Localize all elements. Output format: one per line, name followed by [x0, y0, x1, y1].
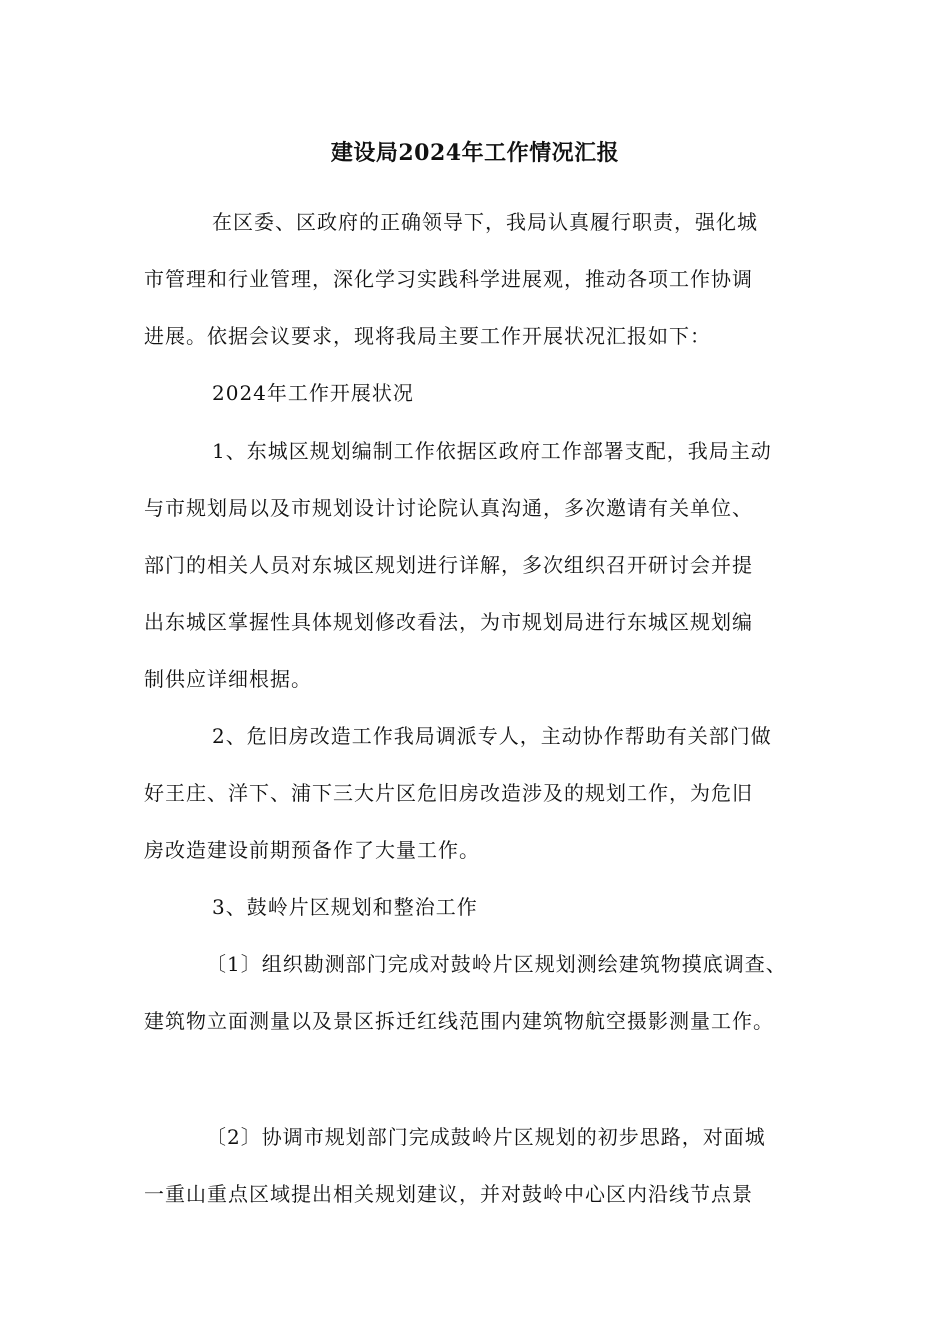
paragraph-line: 进展。依据会议要求，现将我局主要工作开展状况汇报如下：	[144, 324, 711, 348]
paragraph-line: 建筑物立面测量以及景区拆迁红线范围内建筑物航空摄影测量工作。	[144, 1009, 774, 1033]
paragraph-line: 房改造建设前期预备作了大量工作。	[144, 838, 480, 862]
paragraph-line: 2、危旧房改造工作我局调派专人，主动协作帮助有关部门做	[212, 724, 772, 748]
paragraph-line: 〔1〕组织勘测部门完成对鼓岭片区规划测绘建筑物摸底调查、	[206, 952, 787, 976]
paragraph-line: 在区委、区政府的正确领导下，我局认真履行职责，强化城	[212, 210, 758, 234]
paragraph-line: 好王庄、洋下、浦下三大片区危旧房改造涉及的规划工作，为危旧	[144, 781, 753, 805]
document-title: 建设局2024年工作情况汇报	[330, 140, 620, 166]
paragraph-line: 出东城区掌握性具体规划修改看法，为市规划局进行东城区规划编	[144, 610, 753, 634]
paragraph-line: 市管理和行业管理，深化学习实践科学进展观，推动各项工作协调	[144, 267, 753, 291]
section-heading: 3、鼓岭片区规划和整治工作	[212, 895, 478, 919]
paragraph-line: 制供应详细根据。	[144, 667, 312, 691]
paragraph-line: 〔2〕协调市规划部门完成鼓岭片区规划的初步思路，对面城	[206, 1125, 766, 1149]
paragraph-line: 部门的相关人员对东城区规划进行详解，多次组织召开研讨会并提	[144, 553, 753, 577]
section-heading: 2024年工作开展状况	[212, 381, 414, 405]
paragraph-line: 1、东城区规划编制工作依据区政府工作部署支配，我局主动	[212, 439, 772, 463]
paragraph-line: 与市规划局以及市规划设计讨论院认真沟通，多次邀请有关单位、	[144, 496, 753, 520]
paragraph-line: 一重山重点区域提出相关规划建议，并对鼓岭中心区内沿线节点景	[144, 1182, 753, 1206]
